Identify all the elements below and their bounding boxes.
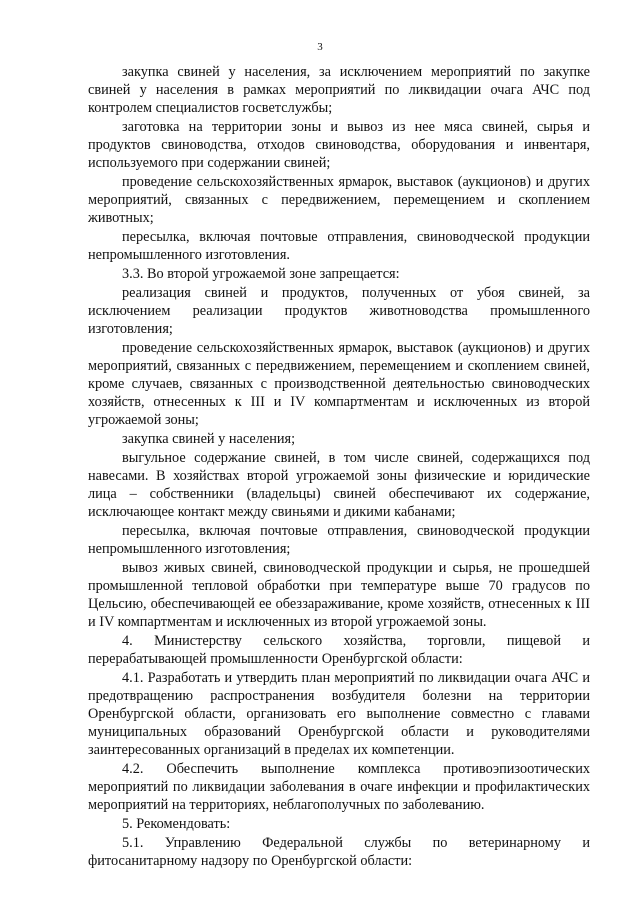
paragraph-ban-free-range: выгульное содержание свиней, в том числе свиней, содержащихся под навесами. В хозяйствах второй угрожаемой зоны физические и юридические лица – собственники (владельцы) свиней обеспечивают их содержание, исключающее контакт между свиньями и дикими кабанами;: [88, 450, 590, 520]
paragraph-ban-sale-products: реализация свиней и продуктов, полученных от убоя свиней, за исключением реализации продуктов животноводства промышленного изготовления;: [88, 285, 590, 337]
paragraph-ban-procurement-export: заготовка на территории зоны и вывоз из нее мяса свиней, сырья и продуктов свиноводства, отходов свиноводства, оборудования и инвентаря, используемого при содержании свиней;: [88, 119, 590, 171]
paragraph-ban-mailing: пересылка, включая почтовые отправления, свиноводческой продукции непромышленного изготовления.: [88, 229, 590, 263]
page-number: 3: [317, 41, 323, 53]
paragraph-ban-fairs-pigs: проведение сельскохозяйственных ярмарок, выставок (аукционов) и других мероприятий, связанных с передвижением, перемещением и скоплением свиней, кроме случаев, связанных с производственной деятельностью свиноводческих хозяйств, отнесенных к III и IV компартментам и исключенных из второй угрожаемой зоны;: [88, 340, 590, 428]
paragraph-ban-fairs-animals: проведение сельскохозяйственных ярмарок, выставок (аукционов) и других мероприятий, связанных с передвижением, перемещением и скоплением животных;: [88, 174, 590, 226]
paragraph-4-2-measures: 4.2. Обеспечить выполнение комплекса противоэпизоотических мероприятий по ликвидации заболевания в очаге инфекции и профилактических мероприятий на территориях, неблагополучных по заболеванию.: [88, 761, 590, 813]
paragraph-ban-purchase: закупка свиней у населения;: [122, 431, 296, 447]
paragraph-4-ministry: 4. Министерству сельского хозяйства, торговли, пищевой и перерабатывающей промышленности Оренбургской области:: [88, 633, 590, 667]
paragraph-5-recommend: 5. Рекомендовать:: [122, 816, 231, 832]
paragraph-3-3-heading: 3.3. Во второй угрожаемой зоне запрещается:: [122, 266, 400, 282]
paragraph-ban-purchase-exception: закупка свиней у населения, за исключением мероприятий по закупке свиней у населения в рамках мероприятий по ликвидации очага АЧС под контролем специалистов госветслужбы;: [88, 64, 590, 116]
document-body: [88, 63, 590, 870]
paragraph-5-1-service: 5.1. Управлению Федеральной службы по ветеринарному и фитосанитарному надзору по Оренбургской области:: [88, 835, 590, 869]
paragraph-4-1-plan: 4.1. Разработать и утвердить план мероприятий по ликвидации очага АЧС и предотвращению распространения возбудителя болезни на территории Оренбургской области, организовать его выполнение совместно с главами муниципальных образований Оренбургской области и руководителями заинтересованных организаций в пределах их компетенции.: [88, 670, 590, 758]
paragraph-ban-mailing-2: пересылка, включая почтовые отправления, свиноводческой продукции непромышленного изготовления;: [88, 523, 590, 557]
paragraph-ban-export-live: вывоз живых свиней, свиноводческой продукции и сырья, не прошедшей промышленной тепловой обработки при температуре выше 70 градусов по Цельсию, обеспечивающей ее обеззараживание, кроме хозяйств, отнесенных к III и IV компартментам и исключенных из второй угрожаемой зоны.: [88, 560, 590, 630]
